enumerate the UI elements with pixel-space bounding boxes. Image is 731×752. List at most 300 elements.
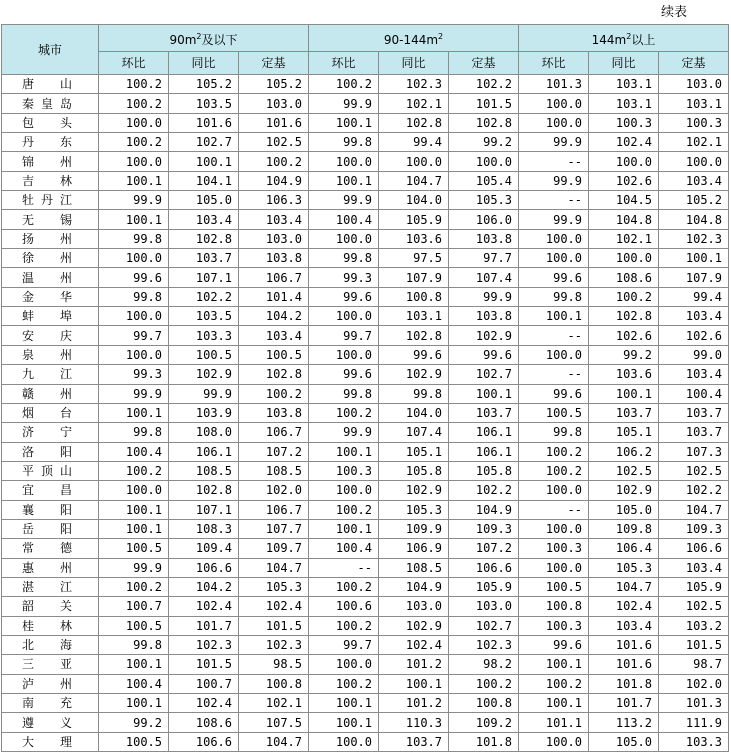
value-cell: 100.2 <box>449 674 519 693</box>
value-cell: 101.1 <box>519 713 589 732</box>
value-cell: 103.6 <box>379 229 449 248</box>
header-sub-row <box>2 52 729 75</box>
value-cell: 102.7 <box>449 365 519 384</box>
value-cell: 105.1 <box>379 442 449 461</box>
value-cell: 106.6 <box>449 558 519 577</box>
value-cell: 99.8 <box>519 287 589 306</box>
value-cell: 107.4 <box>449 268 519 287</box>
subheader-base: 定基 <box>239 52 309 75</box>
value-cell: 100.4 <box>309 539 379 558</box>
value-cell: 100.0 <box>309 481 379 500</box>
city-cell: 金华 <box>2 287 99 306</box>
value-cell: 102.1 <box>379 94 449 113</box>
subheader-yoy: 同比 <box>379 52 449 75</box>
city-cell: 牡丹江 <box>2 191 99 210</box>
value-cell: 100.1 <box>309 442 379 461</box>
value-cell: 107.2 <box>449 539 519 558</box>
value-cell: 102.8 <box>449 113 519 132</box>
value-cell: 103.0 <box>239 229 309 248</box>
value-cell: 100.0 <box>309 229 379 248</box>
table-row <box>2 133 729 152</box>
value-cell: 100.0 <box>519 94 589 113</box>
value-cell: 104.9 <box>449 500 519 519</box>
value-cell: 102.5 <box>659 597 729 616</box>
value-cell: 99.8 <box>519 423 589 442</box>
subheader-base: 定基 <box>449 52 519 75</box>
value-cell: 99.9 <box>169 384 239 403</box>
value-cell: 102.4 <box>589 133 659 152</box>
value-cell: -- <box>519 326 589 345</box>
value-cell: 102.9 <box>379 481 449 500</box>
value-cell: 100.1 <box>519 307 589 326</box>
value-cell: 102.3 <box>379 75 449 94</box>
value-cell: 103.9 <box>169 403 239 422</box>
city-cell: 洛阳 <box>2 442 99 461</box>
value-cell: 102.7 <box>449 616 519 635</box>
table-row <box>2 597 729 616</box>
value-cell: 108.5 <box>239 461 309 480</box>
value-cell: 99.9 <box>99 384 169 403</box>
value-cell: 102.0 <box>659 674 729 693</box>
value-cell: 107.5 <box>239 713 309 732</box>
value-cell: 102.4 <box>169 694 239 713</box>
value-cell: 99.2 <box>589 345 659 364</box>
table-row <box>2 655 729 674</box>
city-cell: 丹东 <box>2 133 99 152</box>
value-cell: 99.6 <box>519 268 589 287</box>
value-cell: 105.1 <box>589 423 659 442</box>
value-cell: 101.5 <box>449 94 519 113</box>
value-cell: 102.6 <box>659 326 729 345</box>
group-header-sup: 2 <box>438 31 444 41</box>
city-cell: 吉林 <box>2 171 99 190</box>
city-cell: 宜昌 <box>2 481 99 500</box>
value-cell: 100.0 <box>99 152 169 171</box>
value-cell: 103.7 <box>659 423 729 442</box>
value-cell: 102.2 <box>449 481 519 500</box>
city-cell: 桂林 <box>2 616 99 635</box>
value-cell: 103.4 <box>659 171 729 190</box>
value-cell: 100.0 <box>309 655 379 674</box>
value-cell: 103.6 <box>589 365 659 384</box>
value-cell: 109.8 <box>589 519 659 538</box>
value-cell: 100.8 <box>519 597 589 616</box>
value-cell: 102.2 <box>659 481 729 500</box>
value-cell: 100.3 <box>519 616 589 635</box>
value-cell: 104.8 <box>589 210 659 229</box>
value-cell: 103.0 <box>379 597 449 616</box>
value-cell: 103.4 <box>589 616 659 635</box>
value-cell: 98.2 <box>449 655 519 674</box>
value-cell: 105.3 <box>589 558 659 577</box>
value-cell: 103.4 <box>239 210 309 229</box>
value-cell: 103.4 <box>659 365 729 384</box>
value-cell: 109.3 <box>449 519 519 538</box>
value-cell: 107.1 <box>169 268 239 287</box>
value-cell: 106.7 <box>239 500 309 519</box>
value-cell: 106.1 <box>449 442 519 461</box>
value-cell: 103.1 <box>659 94 729 113</box>
value-cell: 103.7 <box>449 403 519 422</box>
group-header-sup: 2 <box>196 31 202 41</box>
value-cell: 106.6 <box>169 732 239 751</box>
value-cell: 111.9 <box>659 713 729 732</box>
table-row <box>2 152 729 171</box>
value-cell: 101.5 <box>239 616 309 635</box>
value-cell: 106.9 <box>379 539 449 558</box>
value-cell: 99.4 <box>659 287 729 306</box>
value-cell: 101.6 <box>589 655 659 674</box>
value-cell: 101.6 <box>239 113 309 132</box>
group-header-sup: 2 <box>626 31 632 41</box>
group-header-small <box>99 25 309 52</box>
table-row <box>2 171 729 190</box>
value-cell: 100.2 <box>309 616 379 635</box>
value-cell: 103.0 <box>239 94 309 113</box>
value-cell: 100.1 <box>99 210 169 229</box>
value-cell: 100.1 <box>379 674 449 693</box>
table-row <box>2 732 729 751</box>
value-cell: -- <box>519 500 589 519</box>
value-cell: 105.8 <box>379 461 449 480</box>
value-cell: 99.3 <box>99 365 169 384</box>
value-cell: 100.1 <box>309 694 379 713</box>
value-cell: 101.3 <box>519 75 589 94</box>
table-row <box>2 210 729 229</box>
value-cell: 99.6 <box>309 287 379 306</box>
city-cell: 泸州 <box>2 674 99 693</box>
value-cell: 103.4 <box>239 326 309 345</box>
value-cell: 100.0 <box>519 113 589 132</box>
subheader-base: 定基 <box>659 52 729 75</box>
value-cell: 102.1 <box>589 229 659 248</box>
table-row <box>2 500 729 519</box>
value-cell: 105.2 <box>659 191 729 210</box>
value-cell: 106.1 <box>449 423 519 442</box>
group-header-text: 90m <box>169 32 197 47</box>
value-cell: 100.2 <box>99 577 169 596</box>
value-cell: 101.8 <box>589 674 659 693</box>
value-cell: 107.4 <box>379 423 449 442</box>
value-cell: 109.4 <box>169 539 239 558</box>
value-cell: 103.3 <box>169 326 239 345</box>
value-cell: 99.3 <box>309 268 379 287</box>
value-cell: 101.5 <box>659 635 729 654</box>
value-cell: 106.0 <box>449 210 519 229</box>
value-cell: 108.3 <box>169 519 239 538</box>
value-cell: 102.8 <box>169 481 239 500</box>
value-cell: 100.2 <box>99 75 169 94</box>
value-cell: 100.3 <box>309 461 379 480</box>
value-cell: 102.5 <box>589 461 659 480</box>
value-cell: 100.2 <box>309 403 379 422</box>
table-row <box>2 113 729 132</box>
value-cell: 100.7 <box>169 674 239 693</box>
value-cell: 103.1 <box>589 94 659 113</box>
table-row <box>2 616 729 635</box>
value-cell: 100.0 <box>309 732 379 751</box>
value-cell: 100.5 <box>169 345 239 364</box>
value-cell: 102.9 <box>589 481 659 500</box>
table-row <box>2 229 729 248</box>
value-cell: 100.1 <box>99 655 169 674</box>
value-cell: 100.1 <box>99 500 169 519</box>
value-cell: 106.7 <box>239 423 309 442</box>
value-cell: 102.7 <box>169 133 239 152</box>
value-cell: 100.0 <box>519 229 589 248</box>
value-cell: 100.2 <box>519 442 589 461</box>
value-cell: 100.4 <box>659 384 729 403</box>
group-header-suffix: 以上 <box>631 32 656 47</box>
value-cell: 103.8 <box>449 229 519 248</box>
value-cell: 99.8 <box>99 229 169 248</box>
value-cell: 102.9 <box>169 365 239 384</box>
city-cell: 九江 <box>2 365 99 384</box>
value-cell: 98.5 <box>239 655 309 674</box>
value-cell: 99.8 <box>99 635 169 654</box>
value-cell: 100.2 <box>99 94 169 113</box>
value-cell: 104.7 <box>239 732 309 751</box>
continued-label: 续表 <box>661 5 688 20</box>
group-header-medium <box>309 25 519 52</box>
value-cell: 100.4 <box>99 674 169 693</box>
value-cell: 104.5 <box>589 191 659 210</box>
value-cell: 100.8 <box>379 287 449 306</box>
value-cell: 104.7 <box>379 171 449 190</box>
value-cell: 97.5 <box>379 249 449 268</box>
value-cell: 102.8 <box>239 365 309 384</box>
table-row <box>2 326 729 345</box>
subheader-yoy: 同比 <box>169 52 239 75</box>
subheader-yoy: 同比 <box>589 52 659 75</box>
value-cell: 104.2 <box>239 307 309 326</box>
value-cell: 100.0 <box>99 249 169 268</box>
value-cell: 100.5 <box>99 616 169 635</box>
table-row <box>2 461 729 480</box>
value-cell: 109.2 <box>449 713 519 732</box>
value-cell: 101.3 <box>659 694 729 713</box>
value-cell: 103.4 <box>169 210 239 229</box>
value-cell: 99.4 <box>379 133 449 152</box>
value-cell: 102.2 <box>449 75 519 94</box>
value-cell: 104.2 <box>169 577 239 596</box>
value-cell: 110.3 <box>379 713 449 732</box>
value-cell: 101.6 <box>589 635 659 654</box>
value-cell: 100.0 <box>659 152 729 171</box>
value-cell: 103.7 <box>589 403 659 422</box>
value-cell: 100.3 <box>519 539 589 558</box>
value-cell: 99.9 <box>309 191 379 210</box>
value-cell: 102.9 <box>379 616 449 635</box>
value-cell: 104.0 <box>379 191 449 210</box>
table-row <box>2 423 729 442</box>
value-cell: 102.1 <box>239 694 309 713</box>
city-cell: 泉州 <box>2 345 99 364</box>
value-cell: 102.6 <box>589 326 659 345</box>
value-cell: 100.5 <box>99 539 169 558</box>
value-cell: 101.8 <box>449 732 519 751</box>
value-cell: 100.1 <box>519 694 589 713</box>
value-cell: 99.6 <box>449 345 519 364</box>
table-row <box>2 539 729 558</box>
value-cell: 103.0 <box>449 597 519 616</box>
value-cell: 100.1 <box>309 113 379 132</box>
value-cell: 102.9 <box>379 365 449 384</box>
city-header: 城市 <box>2 25 99 75</box>
value-cell: 100.4 <box>99 442 169 461</box>
value-cell: 97.7 <box>449 249 519 268</box>
value-cell: 100.4 <box>309 210 379 229</box>
value-cell: 99.6 <box>309 365 379 384</box>
value-cell: 106.7 <box>239 268 309 287</box>
subheader-mom: 环比 <box>99 52 169 75</box>
value-cell: 104.9 <box>379 577 449 596</box>
value-cell: 99.9 <box>309 423 379 442</box>
value-cell: 108.6 <box>169 713 239 732</box>
value-cell: 102.4 <box>379 635 449 654</box>
value-cell: 102.3 <box>449 635 519 654</box>
value-cell: 100.0 <box>519 558 589 577</box>
value-cell: 99.6 <box>379 345 449 364</box>
value-cell: 103.0 <box>659 75 729 94</box>
value-cell: 100.2 <box>309 500 379 519</box>
table-body <box>2 75 729 752</box>
value-cell: 100.6 <box>309 597 379 616</box>
value-cell: 109.9 <box>379 519 449 538</box>
city-cell: 常德 <box>2 539 99 558</box>
value-cell: 104.7 <box>589 577 659 596</box>
value-cell: -- <box>309 558 379 577</box>
value-cell: 106.3 <box>239 191 309 210</box>
value-cell: 100.0 <box>309 345 379 364</box>
value-cell: 100.2 <box>239 384 309 403</box>
value-cell: 100.3 <box>659 113 729 132</box>
table-row <box>2 403 729 422</box>
value-cell: 104.0 <box>379 403 449 422</box>
value-cell: 100.5 <box>99 732 169 751</box>
value-cell: 100.8 <box>239 674 309 693</box>
value-cell: 101.7 <box>169 616 239 635</box>
city-cell: 温州 <box>2 268 99 287</box>
value-cell: 99.2 <box>449 133 519 152</box>
value-cell: 102.4 <box>589 597 659 616</box>
value-cell: 99.8 <box>309 133 379 152</box>
table-row <box>2 674 729 693</box>
value-cell: 99.9 <box>519 133 589 152</box>
value-cell: 106.4 <box>589 539 659 558</box>
group-header-text: 90-144m <box>383 32 439 47</box>
value-cell: 107.2 <box>239 442 309 461</box>
value-cell: 102.5 <box>239 133 309 152</box>
value-cell: 107.7 <box>239 519 309 538</box>
value-cell: 103.8 <box>449 307 519 326</box>
city-cell: 锦州 <box>2 152 99 171</box>
value-cell: 103.5 <box>169 307 239 326</box>
city-cell: 济宁 <box>2 423 99 442</box>
value-cell: 100.0 <box>449 152 519 171</box>
value-cell: 102.4 <box>169 597 239 616</box>
value-cell: 99.0 <box>659 345 729 364</box>
city-cell: 惠州 <box>2 558 99 577</box>
table-row <box>2 519 729 538</box>
value-cell: 100.0 <box>589 249 659 268</box>
value-cell: 100.2 <box>309 75 379 94</box>
value-cell: 99.2 <box>99 713 169 732</box>
value-cell: 106.1 <box>169 442 239 461</box>
city-cell: 烟台 <box>2 403 99 422</box>
value-cell: 105.9 <box>449 577 519 596</box>
value-cell: 103.8 <box>239 249 309 268</box>
value-cell: 105.3 <box>239 577 309 596</box>
value-cell: 106.2 <box>589 442 659 461</box>
value-cell: 105.9 <box>379 210 449 229</box>
value-cell: 102.8 <box>589 307 659 326</box>
value-cell: 100.1 <box>99 403 169 422</box>
city-cell: 无锡 <box>2 210 99 229</box>
table-row <box>2 75 729 94</box>
table-row <box>2 558 729 577</box>
value-cell: 100.1 <box>309 713 379 732</box>
value-cell: 100.0 <box>309 307 379 326</box>
value-cell: 105.2 <box>169 75 239 94</box>
value-cell: 102.4 <box>239 597 309 616</box>
group-header-large <box>519 25 729 52</box>
table-row <box>2 268 729 287</box>
city-cell: 北海 <box>2 635 99 654</box>
value-cell: 102.5 <box>659 461 729 480</box>
value-cell: 108.5 <box>379 558 449 577</box>
value-cell: 99.9 <box>99 191 169 210</box>
group-header-text: 144m <box>591 32 627 47</box>
value-cell: 100.1 <box>309 519 379 538</box>
value-cell: 109.3 <box>659 519 729 538</box>
value-cell: 104.7 <box>659 500 729 519</box>
value-cell: 103.4 <box>659 558 729 577</box>
value-cell: 100.1 <box>519 655 589 674</box>
city-cell: 包头 <box>2 113 99 132</box>
value-cell: 102.9 <box>449 326 519 345</box>
value-cell: 108.5 <box>169 461 239 480</box>
value-cell: 104.1 <box>169 171 239 190</box>
value-cell: 105.3 <box>379 500 449 519</box>
value-cell: 100.2 <box>99 133 169 152</box>
value-cell: 107.9 <box>379 268 449 287</box>
value-cell: 105.8 <box>449 461 519 480</box>
value-cell: 101.2 <box>379 655 449 674</box>
value-cell: 100.5 <box>519 577 589 596</box>
value-cell: 102.8 <box>379 326 449 345</box>
subheader-mom: 环比 <box>309 52 379 75</box>
value-cell: 103.3 <box>659 732 729 751</box>
value-cell: 100.0 <box>99 307 169 326</box>
value-cell: 103.7 <box>659 403 729 422</box>
value-cell: 103.2 <box>659 616 729 635</box>
table-row <box>2 384 729 403</box>
value-cell: 100.1 <box>99 171 169 190</box>
table-row <box>2 191 729 210</box>
value-cell: 103.8 <box>239 403 309 422</box>
value-cell: 106.6 <box>659 539 729 558</box>
value-cell: 107.9 <box>659 268 729 287</box>
value-cell: 99.8 <box>99 423 169 442</box>
value-cell: 100.5 <box>519 403 589 422</box>
value-cell: 102.3 <box>239 635 309 654</box>
value-cell: 99.7 <box>309 635 379 654</box>
value-cell: 100.1 <box>449 384 519 403</box>
table-row <box>2 365 729 384</box>
city-cell: 徐州 <box>2 249 99 268</box>
value-cell: 99.6 <box>99 268 169 287</box>
